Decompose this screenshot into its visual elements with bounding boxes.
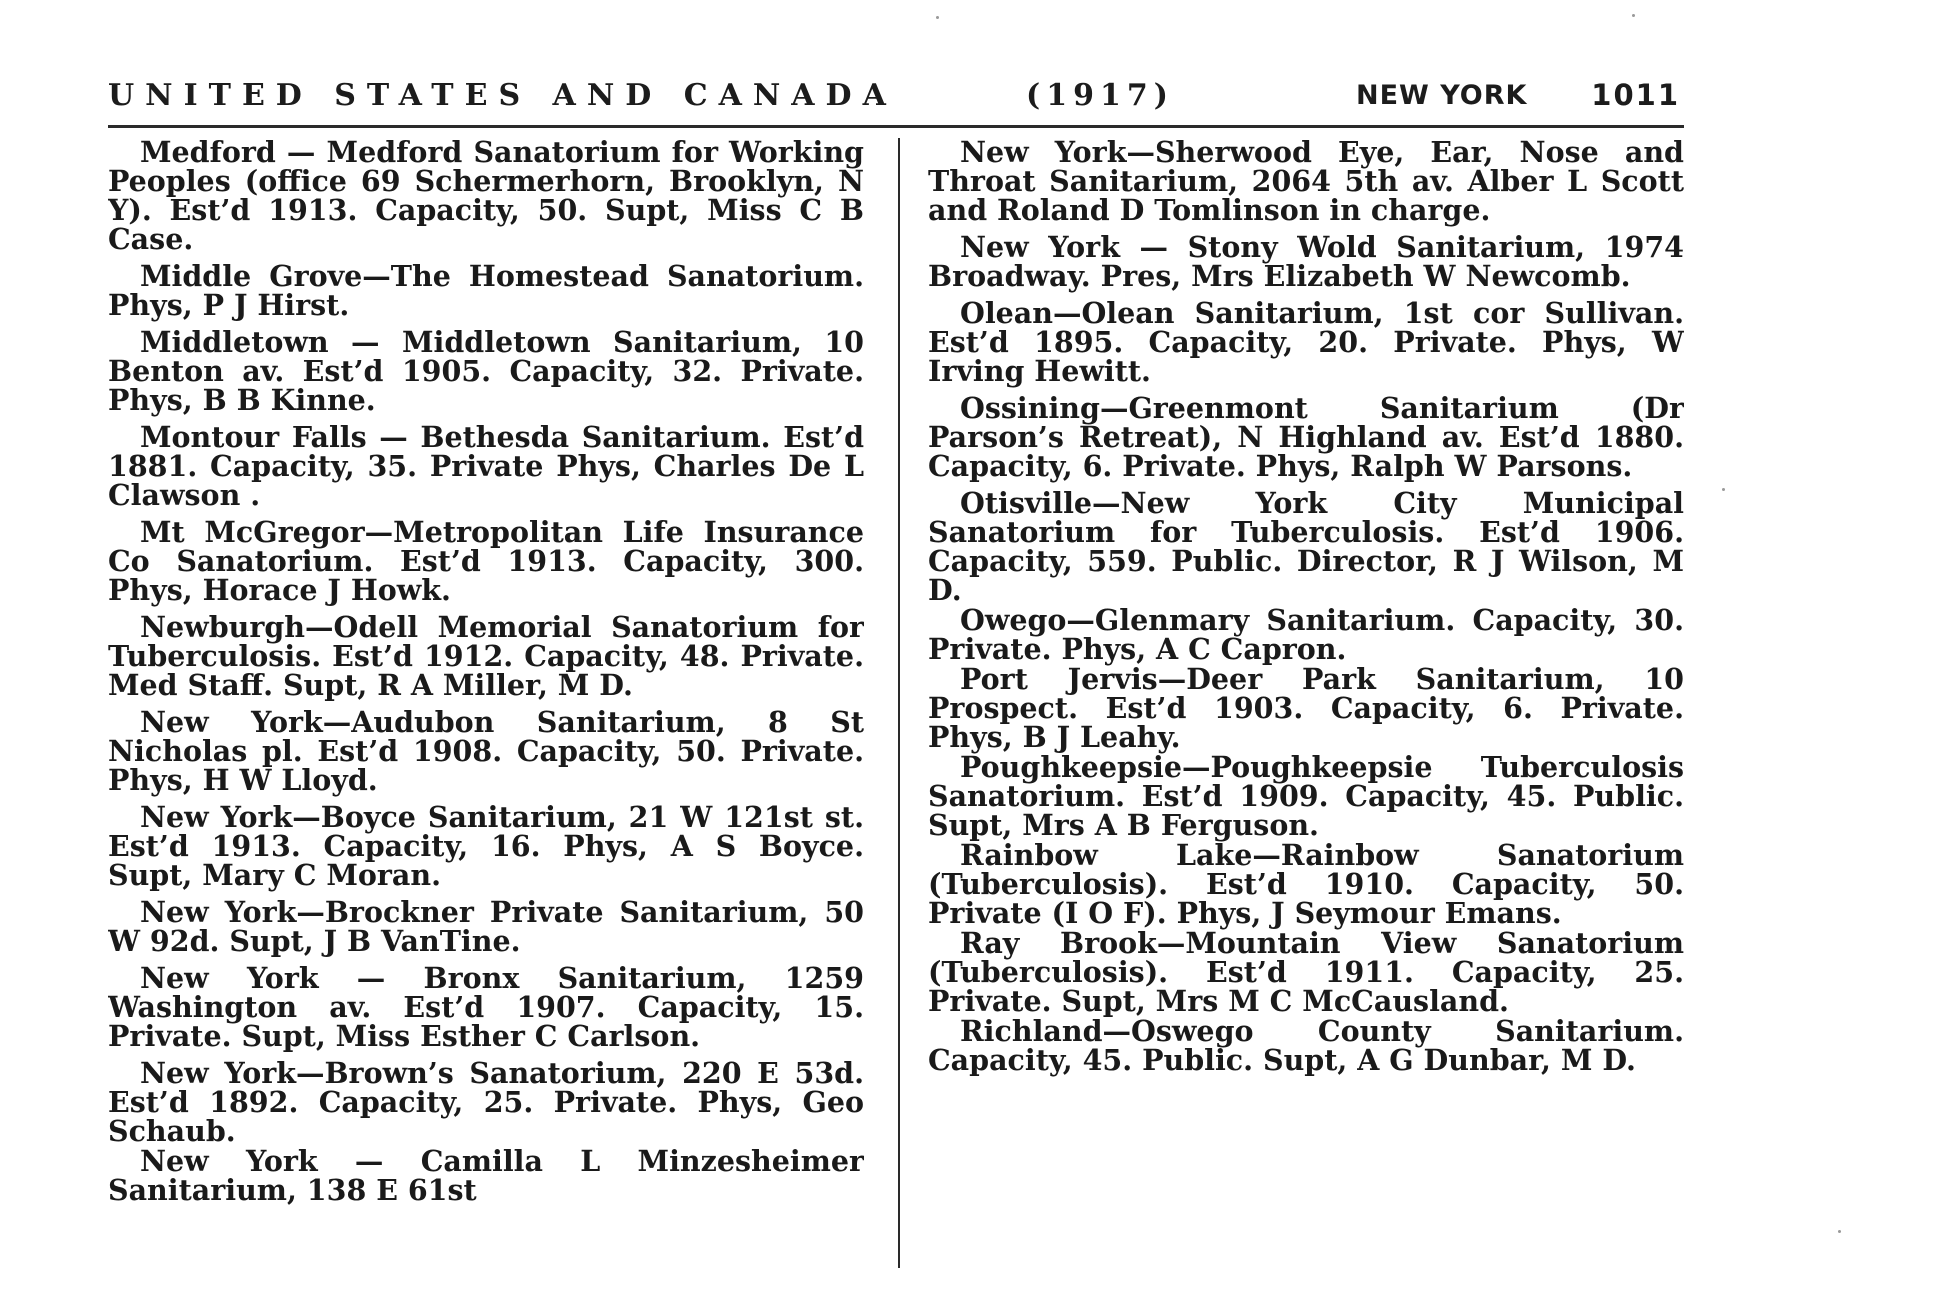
header-rule bbox=[108, 125, 1684, 128]
directory-entry: Montour Falls — Bethesda Sanitarium. Est’d 1881. Capacity, 35. Private Phys, Charles De L Clawson . bbox=[108, 420, 864, 512]
page-number: 1011 bbox=[1591, 78, 1680, 112]
directory-entry: Poughkeepsie—Poughkeepsie Tuberculosis Sanatorium. Est’d 1909. Capacity, 45. Public. Supt, Mrs A B Ferguson. bbox=[928, 750, 1684, 842]
directory-page bbox=[108, 78, 1688, 1268]
directory-entry: Middletown — Middletown Sanitarium, 10 Benton av. Est’d 1905. Capacity, 32. Private. Phys, B B Kinne. bbox=[108, 325, 864, 417]
scan-speck bbox=[936, 16, 939, 19]
scan-speck bbox=[1722, 488, 1725, 491]
running-header bbox=[108, 78, 1688, 118]
right-column bbox=[928, 138, 1684, 1266]
header-year: (1917) bbox=[1026, 78, 1174, 113]
directory-entry: New York—Brown’s Sanatorium, 220 E 53d. Est’d 1892. Capacity, 25. Private. Phys, Geo Schaub. bbox=[108, 1056, 864, 1148]
directory-entry: New York — Camilla L Minzesheimer Sanitarium, 138 E 61st bbox=[108, 1144, 864, 1207]
directory-entry: Owego—Glenmary Sanitarium. Capacity, 30. Private. Phys, A C Capron. bbox=[928, 603, 1684, 666]
directory-entry: Richland—Oswego County Sanitarium. Capacity, 45. Public. Supt, A G Dunbar, M D. bbox=[928, 1014, 1684, 1077]
directory-entry: Mt McGregor—Metropolitan Life Insurance Co Sanatorium. Est’d 1913. Capacity, 300. Phys, Horace J Howk. bbox=[108, 515, 864, 607]
directory-entry: Medford — Medford Sanatorium for Working Peoples (office 69 Schermerhorn, Brooklyn, N Y). Est’d 1913. Capacity, 50. Supt, Miss C B Case. bbox=[108, 138, 864, 256]
directory-entry: New York—Brockner Private Sanitarium, 50 W 92d. Supt, J B VanTine. bbox=[108, 895, 864, 958]
directory-entry: Olean—Olean Sanitarium, 1st cor Sullivan. Est’d 1895. Capacity, 20. Private. Phys, W Irving Hewitt. bbox=[928, 296, 1684, 388]
left-column bbox=[108, 138, 864, 1266]
directory-entry: Ray Brook—Mountain View Sanatorium (Tuberculosis). Est’d 1911. Capacity, 25. Private. Supt, Mrs M C McCausland. bbox=[928, 926, 1684, 1018]
directory-entry: Rainbow Lake—Rainbow Sanatorium (Tuberculosis). Est’d 1910. Capacity, 50. Private (I O F). Phys, J Seymour Emans. bbox=[928, 838, 1684, 930]
directory-entry: Newburgh—Odell Memorial Sanatorium for Tuberculosis. Est’d 1912. Capacity, 48. Private. Med Staff. Supt, R A Miller, M D. bbox=[108, 610, 864, 702]
column-divider bbox=[898, 138, 900, 1268]
directory-entry: Port Jervis—Deer Park Sanitarium, 10 Prospect. Est’d 1903. Capacity, 6. Private. Phys, B J Leahy. bbox=[928, 662, 1684, 754]
header-title: UNITED STATES AND CANADA bbox=[108, 78, 897, 113]
directory-entry: New York—Sherwood Eye, Ear, Nose and Throat Sanitarium, 2064 5th av. Alber L Scott and Roland D Tomlinson in charge. bbox=[928, 138, 1684, 227]
directory-entry: Otisville—New York City Municipal Sanatorium for Tuberculosis. Est’d 1906. Capacity, 559. Public. Director, R J Wilson, M D. bbox=[928, 486, 1684, 607]
scan-speck bbox=[1632, 14, 1635, 17]
header-state: NEW YORK bbox=[1356, 80, 1528, 111]
directory-entry: Ossining—Greenmont Sanitarium (Dr Parson’s Retreat), N Highland av. Est’d 1880. Capacity, 6. Private. Phys, Ralph W Parsons. bbox=[928, 391, 1684, 483]
directory-entry: New York—Boyce Sanitarium, 21 W 121st st. Est’d 1913. Capacity, 16. Phys, A S Boyce. Supt, Mary C Moran. bbox=[108, 800, 864, 892]
directory-entry: New York — Stony Wold Sanitarium, 1974 Broadway. Pres, Mrs Elizabeth W Newcomb. bbox=[928, 230, 1684, 293]
directory-entry: New York — Bronx Sanitarium, 1259 Washington av. Est’d 1907. Capacity, 15. Private. Supt, Miss Esther C Carlson. bbox=[108, 961, 864, 1053]
directory-entry: Middle Grove—The Homestead Sanatorium. Phys, P J Hirst. bbox=[108, 259, 864, 322]
scan-speck bbox=[1838, 1230, 1841, 1233]
directory-entry: New York—Audubon Sanitarium, 8 St Nicholas pl. Est’d 1908. Capacity, 50. Private. Phys, H W Lloyd. bbox=[108, 705, 864, 797]
